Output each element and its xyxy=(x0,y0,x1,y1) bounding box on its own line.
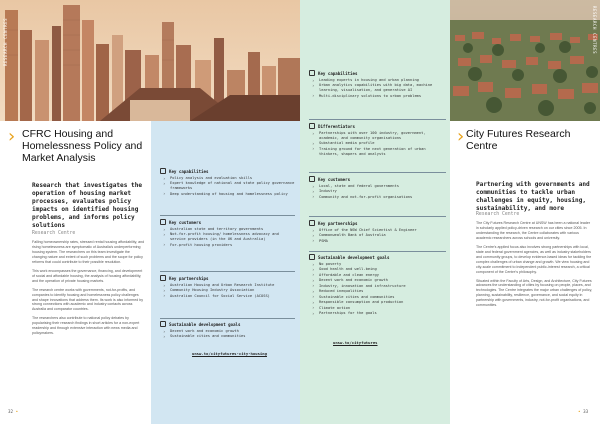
list-item: › Industry xyxy=(309,189,446,194)
body-text-city-futures xyxy=(476,221,593,312)
list-item: › Australian Housing and Urban Research Institute xyxy=(160,283,296,288)
list-item: › Climate action xyxy=(309,306,446,311)
capabilities-column-city-futures xyxy=(300,0,450,424)
list-item: › Commonwealth Bank of Australia xyxy=(309,233,446,238)
list-item: › Deep understanding of housing and homelessness policy xyxy=(160,192,296,197)
globe-icon xyxy=(309,254,315,260)
list-item: › Decent work and economic growth xyxy=(160,329,296,334)
list-item: › Partnerships for the goals xyxy=(309,311,446,316)
users-icon xyxy=(160,219,166,225)
page-number-right: • 33 xyxy=(578,409,589,414)
list-item: › Sustainable cities and communities xyxy=(160,334,296,339)
section-heading: Key partnerships xyxy=(169,275,209,281)
sdg-city-futures xyxy=(309,254,446,317)
list-item: › Good health and well-being xyxy=(309,267,446,272)
chevron-right-icon: › xyxy=(8,126,16,147)
list-item: › Urban analytics capabilities with big data, machine learning, visualisation, and generative AI xyxy=(309,83,446,93)
list-item: › Not-for-profit housing/ homelessness advocacy and service providers (in the UK and Australia) xyxy=(160,232,296,242)
paragraph: This work encompasses the governance, financing, and development of social and affordable housing, the analysis of housing affordability, and the operation of private housing markets. xyxy=(32,268,143,283)
paragraph: The Centre's applied focus also involves strong partnerships with local, state and federal government agencies, as well as industry stakeholders and community groups, to develop evidence-based ideas for tackling the complex challenges of urban change and growth. We view housing and city-scale commitment to independent public-interest research, a critical component of the Centre's philosophy. xyxy=(476,244,592,274)
section-heading: Differentiators xyxy=(318,123,355,129)
paragraph: Situated within the Faculty of Arts, Design, and Architecture, City Futures advances the understanding of cities by focusing on people, places, and technologies. The Centre integrates the major urban challenges of policy, planning, sustainability, resilience, governance, and social equity in partnership with governments, industry, not-for-profit organisations, and communities. xyxy=(476,278,593,308)
section-heading: Sustainable development goals xyxy=(318,254,390,260)
list-item: › Policy analysis and evaluation skills xyxy=(160,176,296,181)
section-heading: Key capabilities xyxy=(318,70,358,76)
list-item: › Responsible consumption and production xyxy=(309,300,446,305)
list-item: › PSMA xyxy=(309,239,446,244)
paragraph: Falling homeownership rates, stressed rental housing affordability, and rising homelessness are symptomatic of Australia's underperforming housing system. The researchers on this team investigate the changing nature and extent of such problems and the scope for policy reforms that could contribute to their possible resolution. xyxy=(32,240,145,264)
list-item: › Community Housing Industry Association xyxy=(160,288,296,293)
list-item: › Affordable and clean energy xyxy=(309,273,446,278)
list-item: › Partnerships with over 100 industry, government, academic, and community organisations xyxy=(309,131,446,141)
page-number-value: 33 xyxy=(583,409,589,414)
list-item: › Substantial media profile xyxy=(309,141,446,146)
city-futures-link[interactable]: unsw.to/cityfutures xyxy=(333,340,378,345)
handshake-icon xyxy=(309,220,315,226)
caption-city-futures: Research Centre xyxy=(476,212,520,217)
divider xyxy=(309,172,446,173)
cfrc-link[interactable]: unsw.to/cityfutures-city-housing xyxy=(192,351,267,356)
lightbulb-icon xyxy=(309,70,315,76)
caption-cfrc: Research Centre xyxy=(32,231,76,236)
section-heading: Key customers xyxy=(169,219,202,225)
page-title-cfrc: CFRC Housing and Homelessness Policy and Market Analysis xyxy=(22,128,143,165)
list-item: › No poverty xyxy=(309,262,446,267)
divider xyxy=(160,215,295,216)
section-heading: Key capabilities xyxy=(169,168,209,174)
section-heading: Key partnerships xyxy=(318,220,358,226)
list-item: › Australian Council for Social Service (ACOSS) xyxy=(160,294,296,299)
side-label-left: RESEARCH CENTRES xyxy=(3,17,8,66)
users-icon xyxy=(309,176,315,182)
suburb-aerial-photo xyxy=(450,0,600,121)
key-capabilities-cfrc xyxy=(160,168,296,197)
divider xyxy=(309,251,446,252)
list-item: › Leading experts in housing and urban planning xyxy=(309,78,446,83)
list-item: › Local, state and federal governments xyxy=(309,184,446,189)
list-item: › Training ground for the next generation of urban thinkers, shapers and analysts xyxy=(309,147,446,157)
divider xyxy=(160,318,295,319)
key-customers-cfrc xyxy=(160,219,296,248)
list-item: › Decent work and economic growth xyxy=(309,278,446,283)
list-item: › Office of the NSW Chief Scientist & Engineer xyxy=(309,228,446,233)
list-item: › Community and not-for-profit organisations xyxy=(309,195,446,200)
list-item: › Australian state and territory governments xyxy=(160,227,296,232)
handshake-icon xyxy=(160,275,166,281)
paragraph: The City Futures Research Centre at UNSW has been a national leader in scholarly applied policy-driven research on our cities since 2005. In understanding the research, the Centre collaborates with various academic researchers across schools and university. xyxy=(476,221,591,240)
list-item: › Reduced inequalities xyxy=(309,289,446,294)
page-number-value: 32 xyxy=(8,409,14,414)
lede-city-futures: Partnering with governments and communities to tackle urban challenges in equity, housing, sustainability, and more xyxy=(476,181,590,212)
globe-icon xyxy=(160,321,166,327)
key-partnerships-city-futures xyxy=(309,220,446,244)
sdg-cfrc xyxy=(160,321,296,340)
list-item: › For-profit housing providers xyxy=(160,243,296,248)
divider xyxy=(309,216,446,217)
key-customers-city-futures xyxy=(309,176,446,200)
differentiators-city-futures xyxy=(309,123,446,157)
page-number-left: 32 • xyxy=(8,409,19,414)
divider xyxy=(309,119,446,120)
lede-cfrc: Research that investigates the operation of housing market processes, evaluates policy impacts on identified housing problems, and informs policy solutions xyxy=(32,182,143,229)
key-capabilities-city-futures xyxy=(309,70,446,99)
section-heading: Sustainable development goals xyxy=(169,321,241,327)
divider xyxy=(160,271,295,272)
list-item: › Expert knowledge of national and state policy governance frameworks xyxy=(160,181,296,191)
key-partnerships-cfrc xyxy=(160,275,296,299)
paragraph: The researchers also contribute to national policy debates by popularising their research findings in short articles for a non-expert readership and through extensive interaction with news media and policymakers. xyxy=(32,316,140,336)
page-title-city-futures: City Futures Research Centre xyxy=(466,128,571,153)
list-item: › Multi-disciplinary solutions to urban problems xyxy=(309,94,446,99)
side-label-right: RESEARCH CENTRES xyxy=(592,6,597,55)
paragraph: The research centre works with governments, not-for-profits, and companies to identify housing and homelessness policy challenges and shape innovations that address them. Its work is also informed by strong connections with academic and industry contacts across Australia and comparator countries. xyxy=(32,287,144,312)
list-item: › Sustainable cities and communities xyxy=(309,295,446,300)
body-text-cfrc xyxy=(32,240,145,340)
chevron-right-icon: › xyxy=(457,126,465,147)
lightbulb-icon xyxy=(160,168,166,174)
star-icon xyxy=(309,123,315,129)
list-item: › Industry, innovation and infrastructure xyxy=(309,284,446,289)
section-heading: Key customers xyxy=(318,176,351,182)
city-skyline-photo xyxy=(0,0,300,121)
